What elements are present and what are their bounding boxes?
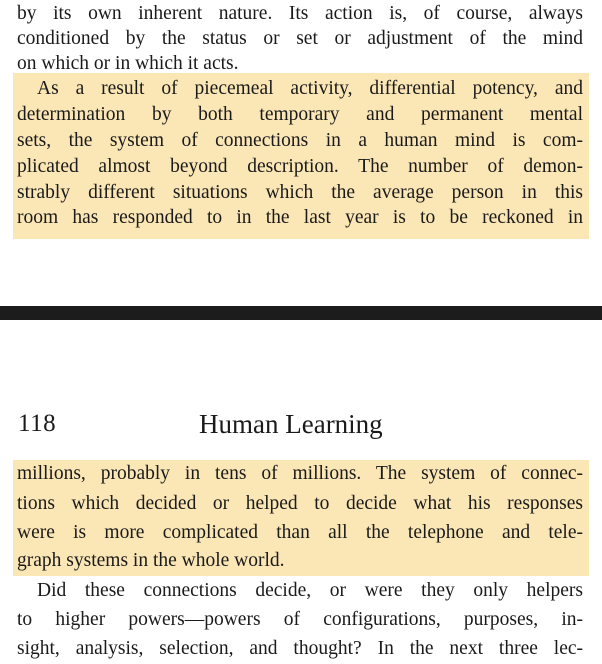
text-line: to higher powers—powers of configurations, purposes, in- [17, 609, 583, 630]
text-line: sight, analysis, selection, and thought? In the next three lec- [17, 638, 583, 659]
text-line: millions, probably in tens of millions. The system of connec- [17, 463, 583, 484]
text-line: by its own inherent nature. Its action is, of course, always [17, 3, 583, 24]
page-divider [0, 306, 602, 320]
text-line: were is more complicated than all the telephone and tele- [17, 522, 583, 543]
text-line: strably different situations which the average person in this [17, 182, 583, 203]
top-page-fragment [0, 0, 602, 306]
text-line: graph systems in the whole world. [17, 550, 285, 571]
text-line: room has responded to in the last year is to be reckoned in [17, 207, 583, 228]
paragraph-start-line: Did these connections decide, or were they only helpers [37, 580, 583, 601]
text-line: plicated almost beyond description. The number of demon- [17, 156, 583, 177]
text-line: on which or in which it acts. [17, 53, 239, 74]
paragraph-start-line: As a result of piecemeal activity, differential potency, and [37, 78, 583, 99]
text-line: determination by both temporary and permanent mental [17, 104, 583, 125]
page-number: 118 [18, 410, 57, 437]
bottom-page-fragment [0, 320, 602, 664]
text-line: tions which decided or helped to decide what his responses [17, 493, 583, 514]
text-line: conditioned by the status or set or adjustment of the mind [17, 28, 583, 49]
text-line: sets, the system of connections in a human mind is com- [17, 130, 583, 151]
running-title: Human Learning [199, 409, 383, 439]
running-header [0, 406, 602, 442]
